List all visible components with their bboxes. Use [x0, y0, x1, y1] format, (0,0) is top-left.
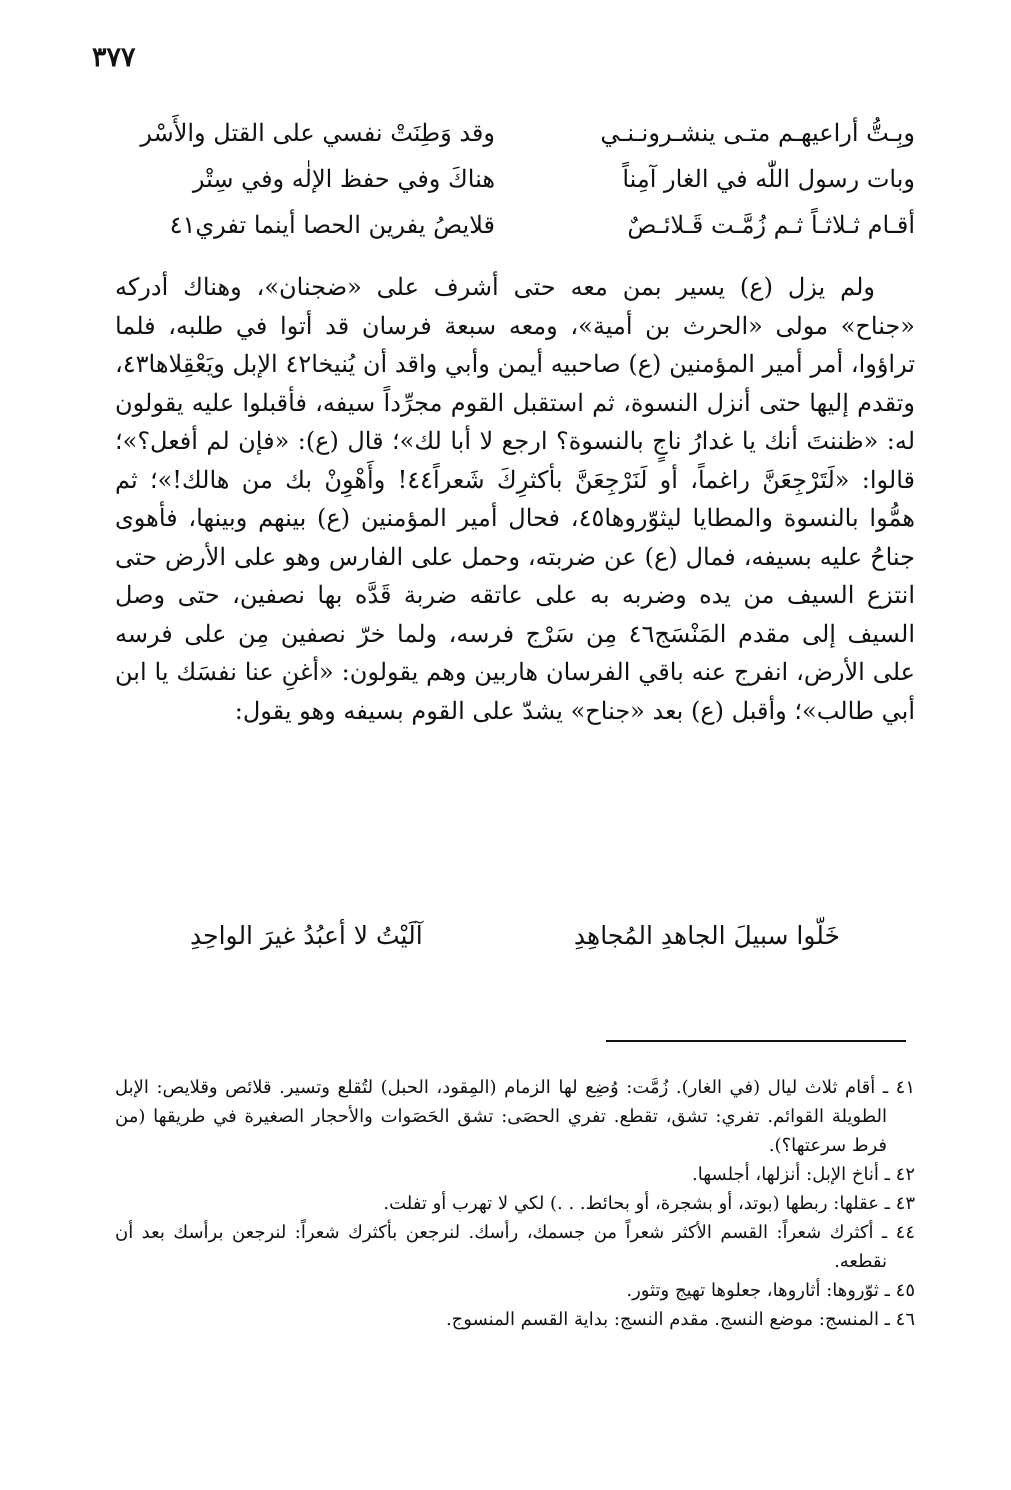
- footnote-45: ٤٥ ـ ثوّروها: أثاروها، جعلوها تهيج وتثور.: [626, 1280, 915, 1301]
- verse-line: [120, 110, 915, 156]
- verse-second-hemistich: هناكَ وفي حفظ الإلٰه وفي سِتْر: [192, 165, 495, 193]
- footnote-separator: [606, 1040, 906, 1042]
- verse-second-hemistich: آلَيْتُ لا أعبُدُ غيرَ الواحِدِ: [190, 921, 423, 950]
- verse-first-hemistich: وبِـتُّ أراعيهـم متـى ينشـرونـنـي: [600, 119, 915, 147]
- footnote-41: ٤١ ـ أقام ثلاث ليال (في الغار). زُمَّت: وُضِع لها الزمام (المِقود، الحبل) لتُقلع وتسير. قلائص وقلايص: الإبل الطويلة القوائم. تفري: تشق، تقطع. تفري الحصَى: تشق الحَصَوات والأحجار الصغيرة في طريقها (من فرط سرعتها؟).: [115, 1077, 915, 1156]
- verse-line: [120, 202, 915, 248]
- verse-line: [120, 156, 915, 202]
- footnote-46: ٤٦ ـ المنسج: موضع النسج. مقدم النسج: بداية القسم المنسوج.: [445, 1309, 915, 1330]
- verse-first-hemistich: أقـام ثـلاثـاً ثـم زُمَّـت قَـلائـصٌ: [627, 211, 915, 239]
- poem-verses: [120, 110, 915, 248]
- verse-second-hemistich: قلايصُ يفرين الحصا أينما تفري٤١: [169, 211, 495, 239]
- footnote-43: ٤٣ ـ عقلها: ربطها (بوتد، أو بشجرة، أو بحائط. . .) لكي لا تهرب أو تفلت.: [383, 1193, 915, 1214]
- closing-verse: [190, 921, 840, 950]
- verse-first-hemistich: وبات رسول اللّٰه في الغار آمِناً: [622, 165, 915, 193]
- footnotes: [115, 1073, 915, 1334]
- footnote-42: ٤٢ ـ أناخ الإبل: أنزلها، أجلسها.: [692, 1164, 915, 1185]
- verse-first-hemistich: خَلّوا سبيلَ الجاهدِ المُجاهِدِ: [573, 921, 840, 950]
- verse-second-hemistich: وقد وَطِنَتْ نفسي على القتل والأَسْر: [140, 119, 495, 147]
- footnote-44: ٤٤ ـ أكثرك شعراً: القسم الأكثر شعراً من جسمك، رأسك. لنرجعن بأكثرك شعراً: لنرجعن برأسك بعد أن نقطعه.: [115, 1222, 915, 1272]
- page-number: ٣٧٧: [92, 42, 136, 73]
- body-paragraph: ولم يزل (ع) يسير بمن معه حتى أشرف على «ضجنان»، وهناك أدركه «جناح» مولى «الحرث بن أمية»، ومعه سبعة فرسان قد أتوا في طلبه، فلما تراؤوا، أمر أمير المؤمنين (ع) صاحبيه أيمن وأبي واقد أن يُنيخا٤٢ الإبل ويَعْقِلاها٤٣، وتقدم إليها حتى أنزل النسوة، ثم استقبل القوم مجرِّداً سيفه، فأقبلوا عليه يقولون له: «ظننتَ أنك يا غدارُ ناجٍ بالنسوة؟ ارجع لا أبا لك»؛ قال (ع): «فإن لم أفعل؟»؛ قالوا: «لَتَرْجِعَنَّ راغماً، أو لَنَرْجِعَنَّ بأكثرِكَ شَعراً٤٤! وأَهْوِنْ بك من هالك!»؛ ثم همُّوا بالنسوة والمطايا ليثوّروها٤٥، فحال أمير المؤمنين (ع) بينهم وبينها، فأهوى جناحُ عليه بسيفه، فمال (ع) عن ضربته، وحمل على الفارس وهو على الأرض حتى انتزع السيف من يده وضربه به على عاتقه ضربة قَدَّه بها نصفين، حتى وصل السيف إلى مقدم المَنْسَج٤٦ مِن سَرْج فرسه، ولما خرّ نصفين مِن على فرسه على الأرض، انفرج عنه باقي الفرسان هاربين وهم يقولون: «أغنِ عنا نفسَك يا ابن أبي طالب»؛ وأقبل (ع) بعد «جناح» يشدّ على القوم بسيفه وهو يقول:: [115, 273, 916, 725]
